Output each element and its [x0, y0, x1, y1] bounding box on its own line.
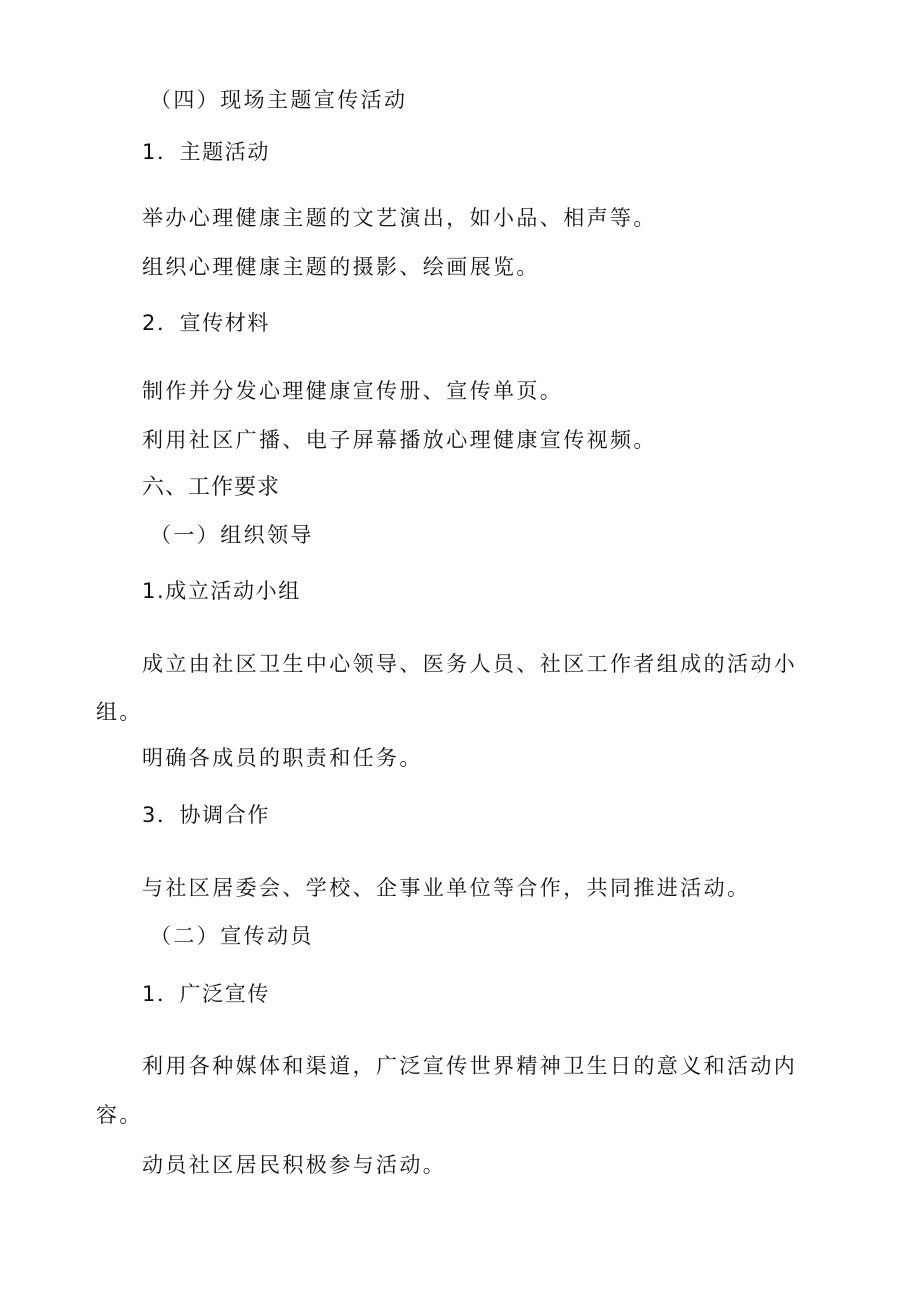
item-heading-materials: 2．宣传材料 — [142, 311, 270, 335]
paragraph: 举办心理健康主题的文艺演出，如小品、相声等。 — [142, 206, 657, 230]
subsection-heading-4: （四）现场主题宣传活动 — [150, 88, 408, 112]
paragraph-continuation: 组。 — [96, 700, 143, 724]
paragraph: 与社区居委会、学校、企事业单位等合作，共同推进活动。 — [142, 876, 751, 900]
item-heading-cooperation: 3．协调合作 — [142, 803, 270, 827]
paragraph: 利用社区广播、电子屏幕播放心理健康宣传视频。 — [142, 428, 657, 452]
paragraph: 明确各成员的职责和任务。 — [142, 746, 423, 770]
paragraph: 成立由社区卫生中心领导、医务人员、社区工作者组成的活动小 — [142, 652, 798, 676]
paragraph-continuation: 容。 — [96, 1103, 143, 1127]
paragraph: 组织心理健康主题的摄影、绘画展览。 — [142, 255, 540, 279]
item-heading-publicity: 1．广泛宣传 — [142, 982, 270, 1006]
paragraph: 制作并分发心理健康宣传册、宣传单页。 — [142, 379, 564, 403]
subsection-heading-1: （一）组织领导 — [150, 523, 314, 547]
subsection-heading-2: （二）宣传动员 — [150, 924, 314, 948]
paragraph: 动员社区居民积极参与活动。 — [142, 1153, 447, 1177]
item-heading-team: 1.成立活动小组 — [142, 579, 301, 603]
section-heading-work-requirements: 六、工作要求 — [142, 475, 281, 500]
paragraph: 利用各种媒体和渠道，广泛宣传世界精神卫生日的意义和活动内 — [142, 1054, 798, 1078]
item-heading-theme-activities: 1．主题活动 — [142, 140, 270, 164]
